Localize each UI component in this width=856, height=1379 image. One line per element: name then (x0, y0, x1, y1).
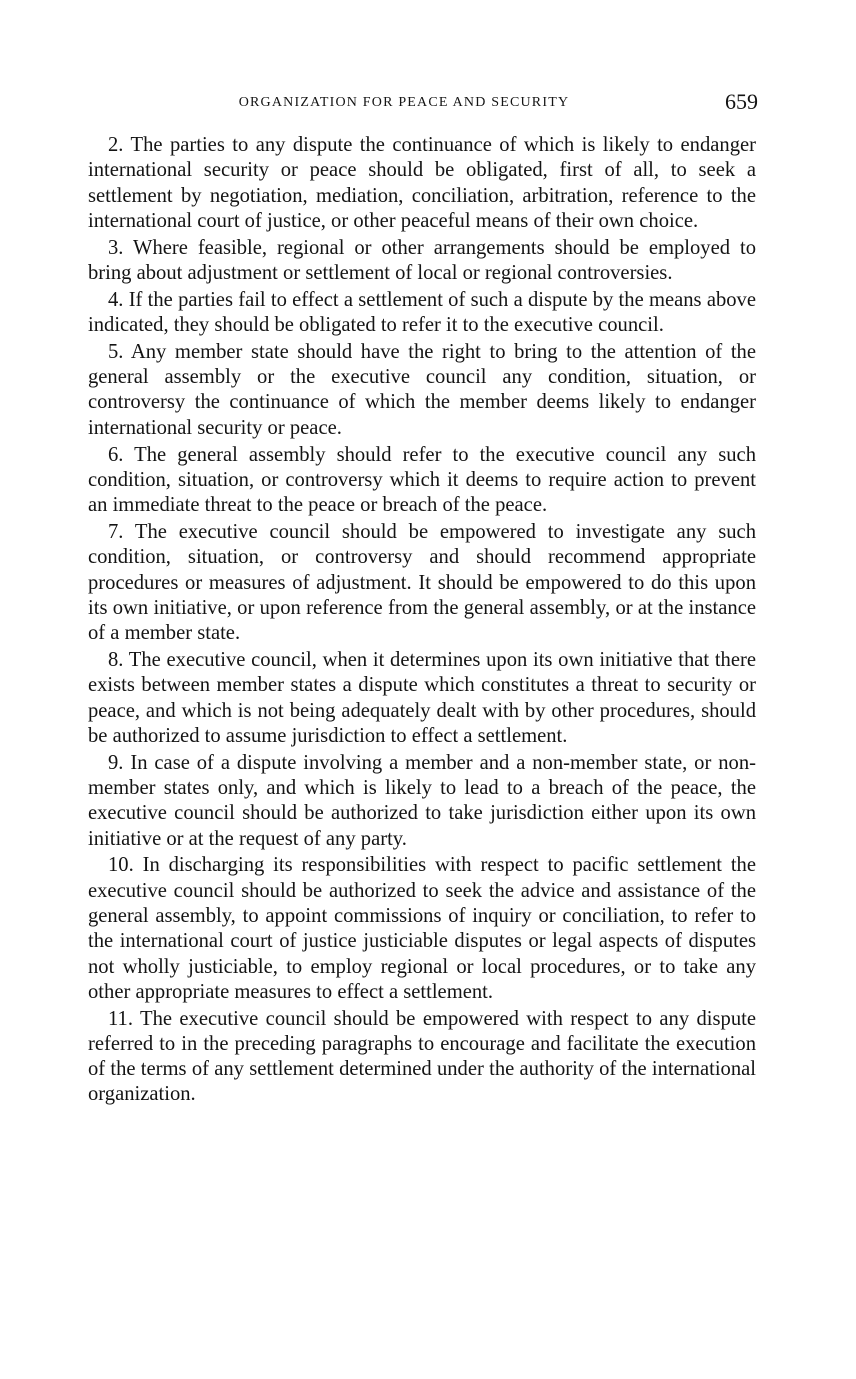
paragraph-6: 6. The general assembly should refer to the executive council any such condition, situation, or controversy which it deems to require action to prevent an immediate threat to the peace or breach of the peace. (88, 443, 756, 517)
paragraph-2: 2. The parties to any dispute the continuance of which is likely to endanger international security or peace should be obligated, first of all, to seek a settlement by negotiation, mediation, conciliation, arbitration, reference to the international court of justice, or other peaceful means of their own choice. (88, 134, 756, 232)
paragraph-10: 10. In discharging its responsibilities with respect to pacific settlement the executive council should be authorized to seek the advice and assistance of the general assembly, to appoint commissions of inquiry or conciliation, to refer to the international court of justice justiciable disputes or legal aspects of disputes not wholly justiciable, to employ regional or local procedures, or to take any other appropriate measures to effect a settlement. (88, 854, 756, 1003)
paragraph-11: 11. The executive council should be empowered with respect to any dispute referred to in the preceding paragraphs to encourage and facilitate the execution of the terms of any settlement determined under the authority of the international organization. (88, 1007, 756, 1106)
running-header (88, 89, 758, 119)
paragraph-8: 8. The executive council, when it determines upon its own initiative that there exists between member states a dispute which constitutes a threat to security or peace, and which is not being adequately dealt with by other procedures, should be authorized to assume jurisdiction to effect a settlement. (88, 648, 756, 747)
paragraph-4: 4. If the parties fail to effect a settlement of such a dispute by the means above indicated, they should be obligated to refer it to the executive council. (88, 288, 756, 337)
paragraph-5: 5. Any member state should have the right to bring to the attention of the general assembly or the executive council any condition, situation, or controversy the continuance of which the member deems likely to endanger international security or peace. (88, 340, 756, 439)
page-number: 659 (725, 89, 758, 114)
running-title: ORGANIZATION FOR PEACE AND SECURITY (238, 95, 570, 110)
paragraph-9: 9. In case of a dispute involving a member and a non-member state, or non-member states only, and which is likely to lead to a breach of the peace, the executive council should be authorized to take jurisdiction either upon its own initiative or at the request of any party. (88, 751, 756, 850)
paragraph-7: 7. The executive council should be empowered to investigate any such condition, situation, or controversy and should recommend appropriate procedures or measures of adjustment. It should be empowered to do this upon its own initiative, or upon reference from the general assembly, or at the instance of a member state. (88, 520, 756, 645)
body-text (88, 133, 756, 1108)
paragraph-3: 3. Where feasible, regional or other arrangements should be employed to bring about adjustment or settlement of local or regional controversies. (88, 236, 756, 284)
